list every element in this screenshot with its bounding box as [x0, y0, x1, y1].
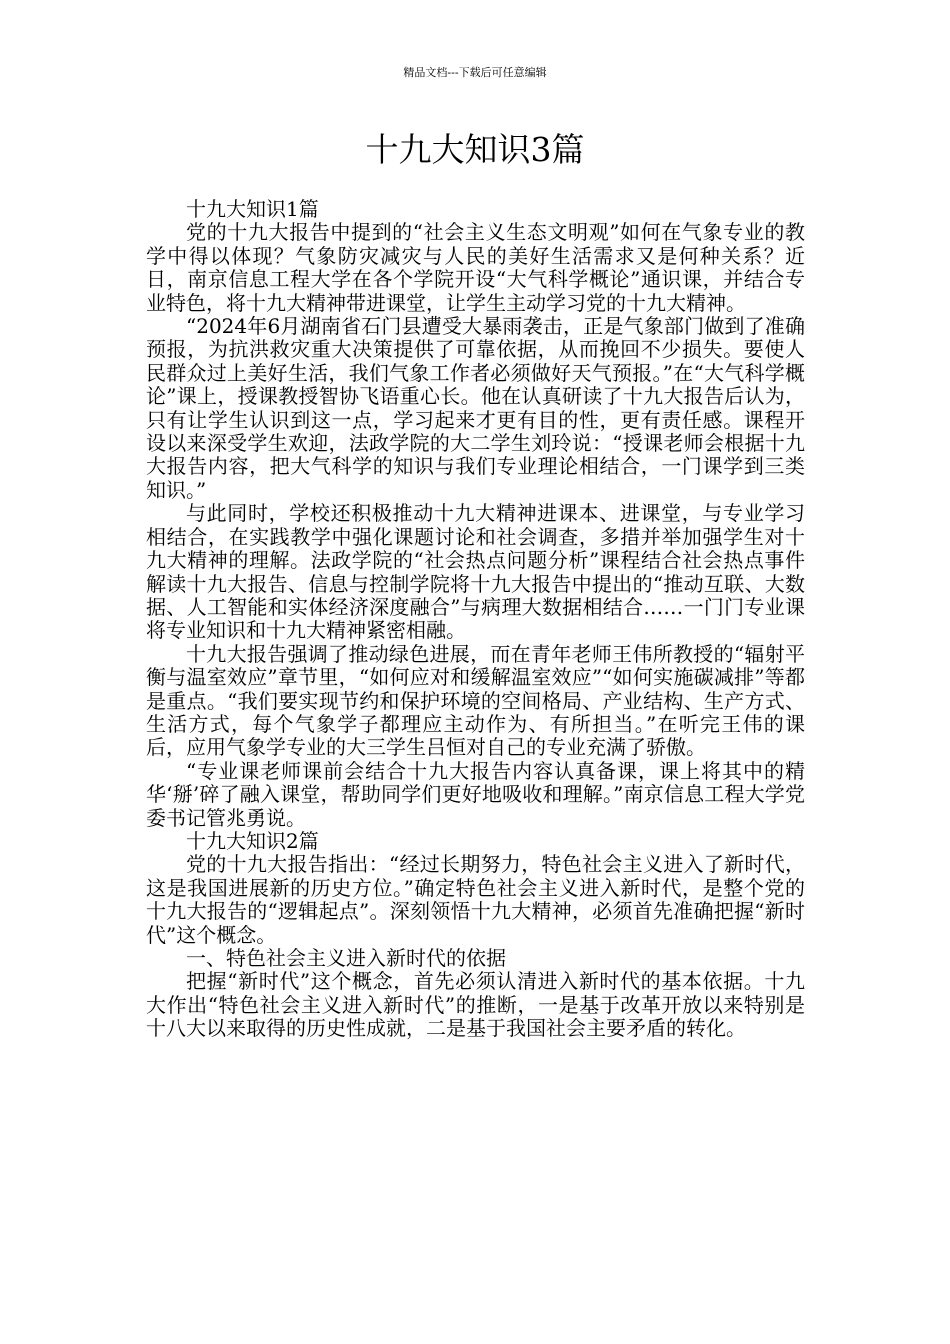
section-heading-1: 十九大知识1篇	[186, 197, 319, 221]
body-paragraph: “2024年6月湖南省石门县遭受大暴雨袭击，正是气象部门做到了准确预报，为抗洪救灾重大决策提供了可靠依据，从而挽回不少损失。要使人民群众过上美好生活，我们气象工作者必须做好天气预报。”在“大气科学概论”课上，授课教授智协飞语重心长。他在认真研读了十九大报告后认为，只有让学生认识到这一点，学习起来才更有目的性，更有责任感。课程开设以来深受学生欢迎，法政学院的大二学生刘玲说：“授课老师会根据十九大报告内容，把大气科学的知识与我们专业理论相结合，一门课学到三类知识。”	[146, 314, 805, 502]
document-body	[146, 198, 805, 1041]
document-title: 十九大知识3篇	[365, 130, 585, 169]
body-paragraph: 党的十九大报告中提到的“社会主义生态文明观”如何在气象专业的教学中得以体现？气象防灾减灾与人民的美好生活需求又是何种关系？近日，南京信息工程大学在各个学院开设“大气科学概论”通识课，并结合专业特色，将十九大精神带进课堂，让学生主动学习党的十九大精神。	[146, 220, 805, 315]
section-heading-2: 十九大知识2篇	[186, 828, 319, 853]
body-paragraph: 与此同时，学校还积极推动十九大精神进课本、进课堂，与专业学习相结合，在实践教学中强化课题讨论和社会调查，多措并举加强学生对十九大精神的理解。法政学院的“社会热点问题分析”课程结合社会热点事件解读十九大报告、信息与控制学院将十九大报告中提出的“推动互联、大数据、人工智能和实体经济深度融合”与病理大数据相结合……一门门专业课将专业知识和十九大精神紧密相融。	[146, 501, 805, 643]
body-paragraph: 把握“新时代”这个概念，首先必须认清进入新时代的基本依据。十九大作出“特色社会主义进入新时代”的推断，一是基于改革开放以来特别是十八大以来取得的历史性成就，二是基于我国社会主要矛盾的转化。	[146, 969, 805, 1041]
body-paragraph: 十九大报告强调了推动绿色进展，而在青年老师王伟所教授的“辐射平衡与温室效应”章节里，“如何应对和缓解温室效应”“如何实施碳减排”等都是重点。“我们要实现节约和保护环境的空间格局、产业结构、生产方式、生活方式，每个气象学子都理应主动作为、有所担当。”在听完王伟的课后，应用气象学专业的大三学生吕恒对自己的专业充满了骄傲。	[146, 641, 805, 760]
subsection-heading: 一、特色社会主义进入新时代的依据	[186, 946, 506, 970]
body-paragraph: 党的十九大报告指出：“经过长期努力，特色社会主义进入了新时代，这是我国进展新的历史方位。”确定特色社会主义进入新时代，是整个党的十九大报告的“逻辑起点”。深刻领悟十九大精神，必须首先准确把握“新时代”这个概念。	[146, 852, 805, 947]
body-paragraph: “专业课老师课前会结合十九大报告内容认真备课，课上将其中的精华‘掰’碎了融入课堂，帮助同学们更好地吸收和理解。”南京信息工程大学党委书记管兆勇说。	[146, 758, 805, 830]
page-header-note: 精品文档---下载后可任意编辑	[403, 66, 547, 79]
